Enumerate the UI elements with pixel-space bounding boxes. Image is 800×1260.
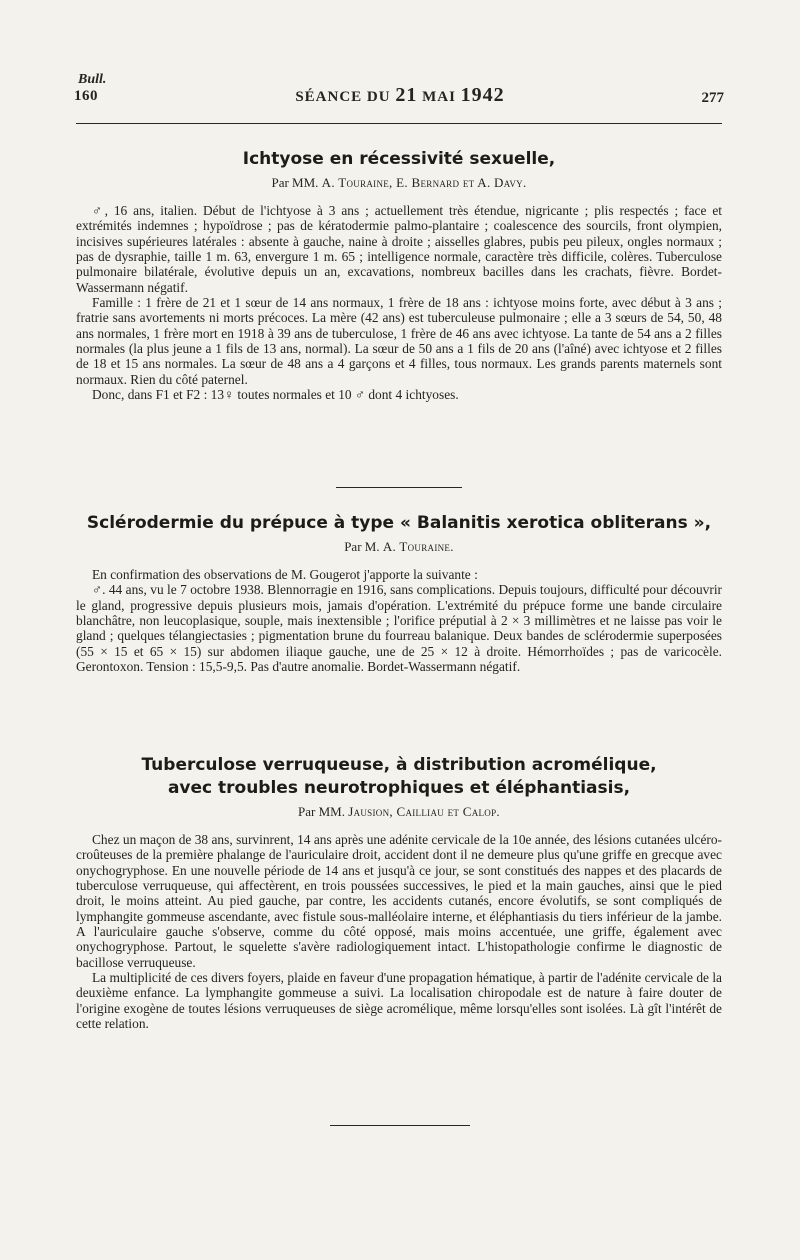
author-names: A. Touraine. xyxy=(382,539,454,554)
paragraph: ♂. 44 ans, vu le 7 octobre 1938. Blennorragie en 1916, sans complications. Depuis toujours, difficulté pour découvrir le gland, progressive depuis plusieurs mois, jamais d'opération. L'extrémité du prépuce forme une bande circulaire blanchâtre, non leucoplasique, souple, mais inextensible ; l'orifice préputial à 2 × 3 millimètres et ne laisse pas voir le gland ; quelques télangiectasies ; pigmentation brune du fourreau balanique. Deux bandes de sclérodermie superposées (55 × 15 et 65 × 15) sur abdomen iliaque gauche, une de 25 × 12 à droite. Hémorrhoïdes ; pas de varicocèle. Gerontoxon. Tension : 15,5-9,5. Pas d'autre anomalie. Bordet-Wassermann négatif. xyxy=(76,582,722,675)
article-body xyxy=(76,832,722,1031)
article-title-line2: avec troubles neurotrophiques et éléphantiasis, xyxy=(167,778,631,798)
article-authors xyxy=(76,173,722,193)
article-title: Ichtyose en récessivité sexuelle, xyxy=(242,149,556,169)
par-label: Par MM. xyxy=(298,804,345,819)
section-divider xyxy=(336,487,462,488)
article-body xyxy=(76,567,722,674)
author-names: A. Touraine, E. Bernard et A. Davy. xyxy=(321,175,527,190)
paragraph: En confirmation des observations de M. Gougerot j'apporte la suivante : xyxy=(92,567,478,582)
article-title-line1: Tuberculose verruqueuse, à distribution acromélique, xyxy=(141,755,657,775)
article-sclerodermie xyxy=(76,512,722,674)
article-authors xyxy=(76,537,722,557)
seance-month: MAI xyxy=(422,89,456,105)
seance-day: 21 xyxy=(395,84,418,106)
seance-label: SÉANCE DU xyxy=(295,89,391,105)
paragraph: ♂, 16 ans, italien. Début de l'ichtyose à 3 ans ; actuellement très étendue, nigricante ; plis respectés ; face et extrémités indemnes ; hypoïdrose ; pas de kératodermie palmo-plantaire ; coalescence des sourcils, front olympien, incisives supérieures latérales : absente à gauche, naine à droite ; aisselles glabres, pubis peu pileux, ongles normaux ; pas de dysraphie, taille 1 m. 63, envergure 1 m. 65 ; intelligence normale, caractère très difficile, colères. Tuberculose pulmonaire bilatérale, évolutive depuis un an, excavations, nombreux bacilles dans les crachats, fièvre. Bordet-Wassermann négatif. xyxy=(76,203,722,295)
paragraph: Donc, dans F1 et F2 : 13♀ toutes normales et 10 ♂ dont 4 ichtyoses. xyxy=(92,387,459,403)
par-label: Par M. xyxy=(344,539,380,554)
bulletin-mark: Bull. xyxy=(78,72,107,87)
article-ichtyose xyxy=(76,148,722,402)
article-body xyxy=(76,203,722,402)
article-tuberculose xyxy=(76,754,722,1031)
par-label: Par MM. xyxy=(271,175,319,190)
paragraph: La multiplicité de ces divers foyers, plaide en faveur d'une propagation hématique, à partir de l'adénite cervicale de la deuxième enfance. La lymphangite gommeuse a suivi. La localisation chiropodale est de nature à faire douter de l'origine exogène de toutes lésions verruqueuses de siège acromélique, même lorsqu'elles sont isolées. Là gît l'intérêt de cette relation. xyxy=(76,970,722,1032)
paragraph: Famille : 1 frère de 21 et 1 sœur de 14 ans normaux, 1 frère de 18 ans : ichtyose moins forte, avec début à 3 ans ; fratrie sans avortements ni morts précoces. La mère (42 ans) est tuberculeuse pulmonaire ; elle a 3 sœurs de 54, 50, 48 ans normales, 1 frère mort en 1918 à 39 ans de tuberculose, 1 frère de 46 ans avec ichtyose. La tante de 54 ans a 2 filles normales (la plus jeune a 1 fils de 13 ans, normal). La sœur de 50 ans a 1 fils de 20 ans (l'aîné) avec ichtyose et 2 filles de 18 et 15 ans normales. La sœur de 48 ans a 4 garçons et 4 filles, tous normaux. Les grands parents maternels sont normaux. Rien du côté paternel. xyxy=(76,295,722,387)
end-divider xyxy=(330,1125,470,1126)
author-names: Jausion, Cailliau et Calop. xyxy=(348,804,500,819)
paragraph: Chez un maçon de 38 ans, survinrent, 14 ans après une adénite cervicale de la 10e année, des lésions cutanées ulcéro-croûteuses de la première phalange de l'auriculaire droit, accident dont il ne demeure plus qu'une griffe en grecque avec onychogryphose. En une nouvelle période de 14 ans et jusqu'à ce jour, se sont constitués des nappes et des placards de tuberculose verruqueuse, qui affectèrent, en trois poussées successives, le pied et la main gauches, ainsi que le pied droit, le moins atteint. Au pied gauche, par contre, les accidents cutanés, encore évolutifs, se sont compliqués de lymphangite gommeuse ascendante, avec fistule sous-malléolaire interne, et éléphantiasis du tiers inférieur de la jambe. A l'auriculaire gauche s'observe, comme du côté opposé, mais moins accentuée, une griffe, également avec onychogryphose. Partout, le squelette s'avère radiologiquement intact. L'histopathologie confirme le diagnostic de bacillose verruqueuse. xyxy=(76,832,722,970)
bulletin-number: 160 xyxy=(74,88,98,104)
article-authors xyxy=(76,802,722,822)
running-header xyxy=(0,84,800,107)
header-rule xyxy=(76,123,722,124)
article-title: Sclérodermie du prépuce à type « Balanitis xerotica obliterans », xyxy=(86,513,712,533)
page-number: 277 xyxy=(701,90,724,106)
seance-year: 1942 xyxy=(460,84,505,106)
